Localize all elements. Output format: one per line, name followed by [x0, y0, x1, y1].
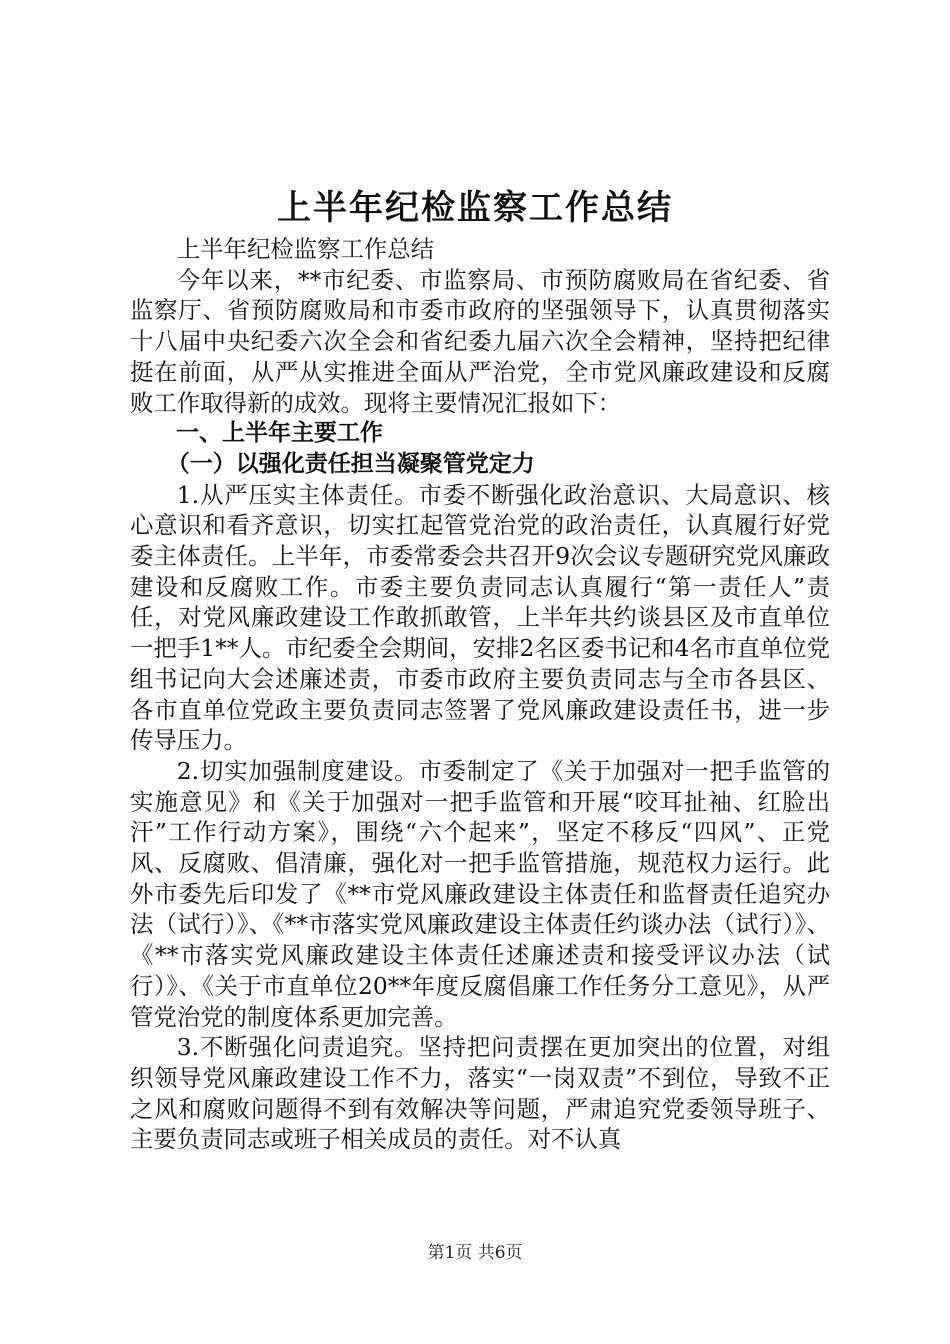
paragraph-intro: 今年以来，**市纪委、市监察局、市预防腐败局在省纪委、省监察厅、省预防腐败局和市委市政府的坚强领导下，认真贯彻落实十八届中央纪委六次全会和省纪委九届六次全会精神，坚持把纪律挺在前面，从严从实推进全面从严治党，全市党风廉政建设和反腐败工作取得新的成效。现将主要情况汇报如下： [130, 265, 830, 417]
paragraph-item-2: 2.切实加强制度建设。市委制定了《关于加强对一把手监管的实施意见》和《关于加强对一把手监管和开展“咬耳扯袖、红脸出汗”工作行动方案》，围绕“六个起来”，坚定不移反“四风”、正党风、反腐败、倡清廉，强化对一把手监管措施，规范权力运行。此外市委先后印发了《**市党风廉政建设主体责任和监督责任追究办法（试行）》、《**市落实党风廉政建设主体责任约谈办法（试行）》、《**市落实党风廉政建设主体责任述廉述责和接受评议办法（试行）》、《关于市直单位20**年度反腐倡廉工作任务分工意见》，从严管党治党的制度体系更加完善。 [130, 756, 830, 1031]
paragraph-item-3: 3.不断强化问责追究。坚持把问责摆在更加突出的位置，对组织领导党风廉政建设工作不力，落实“一岗双责”不到位，导致不正之风和腐败问题得不到有效解决等问题，严肃追究党委领导班子、主要负责同志或班子相关成员的责任。对不认真 [130, 1033, 830, 1154]
page-number-footer: 第1页 共6页 [427, 1243, 523, 1263]
section-heading: 一、上半年主要工作 [176, 420, 383, 447]
paragraph-subtitle: 上半年纪检监察工作总结 [176, 235, 435, 263]
paragraph-item-1: 1.从严压实主体责任。市委不断强化政治意识、大局意识、核心意识和看齐意识，切实扛起管党治党的政治责任，认真履行好党委主体责任。上半年，市委常委会共召开9次会议专题研究党风廉政建设和反腐败工作。市委主要负责同志认真履行“第一责任人”责任，对党风廉政建设工作敢抓敢管，上半年共约谈县区及市直单位一把手1**人。市纪委全会期间，安排2名区委书记和4名市直单位党组书记向大会述廉述责，市委市政府主要负责同志与全市各县区、各市直单位党政主要负责同志签署了党风廉政建设责任书，进一步传导压力。 [130, 480, 830, 755]
subsection-heading: （一）以强化责任担当凝聚管党定力 [166, 450, 535, 477]
document-title: 上半年纪检监察工作总结 [277, 188, 673, 228]
document-body [130, 234, 830, 1155]
